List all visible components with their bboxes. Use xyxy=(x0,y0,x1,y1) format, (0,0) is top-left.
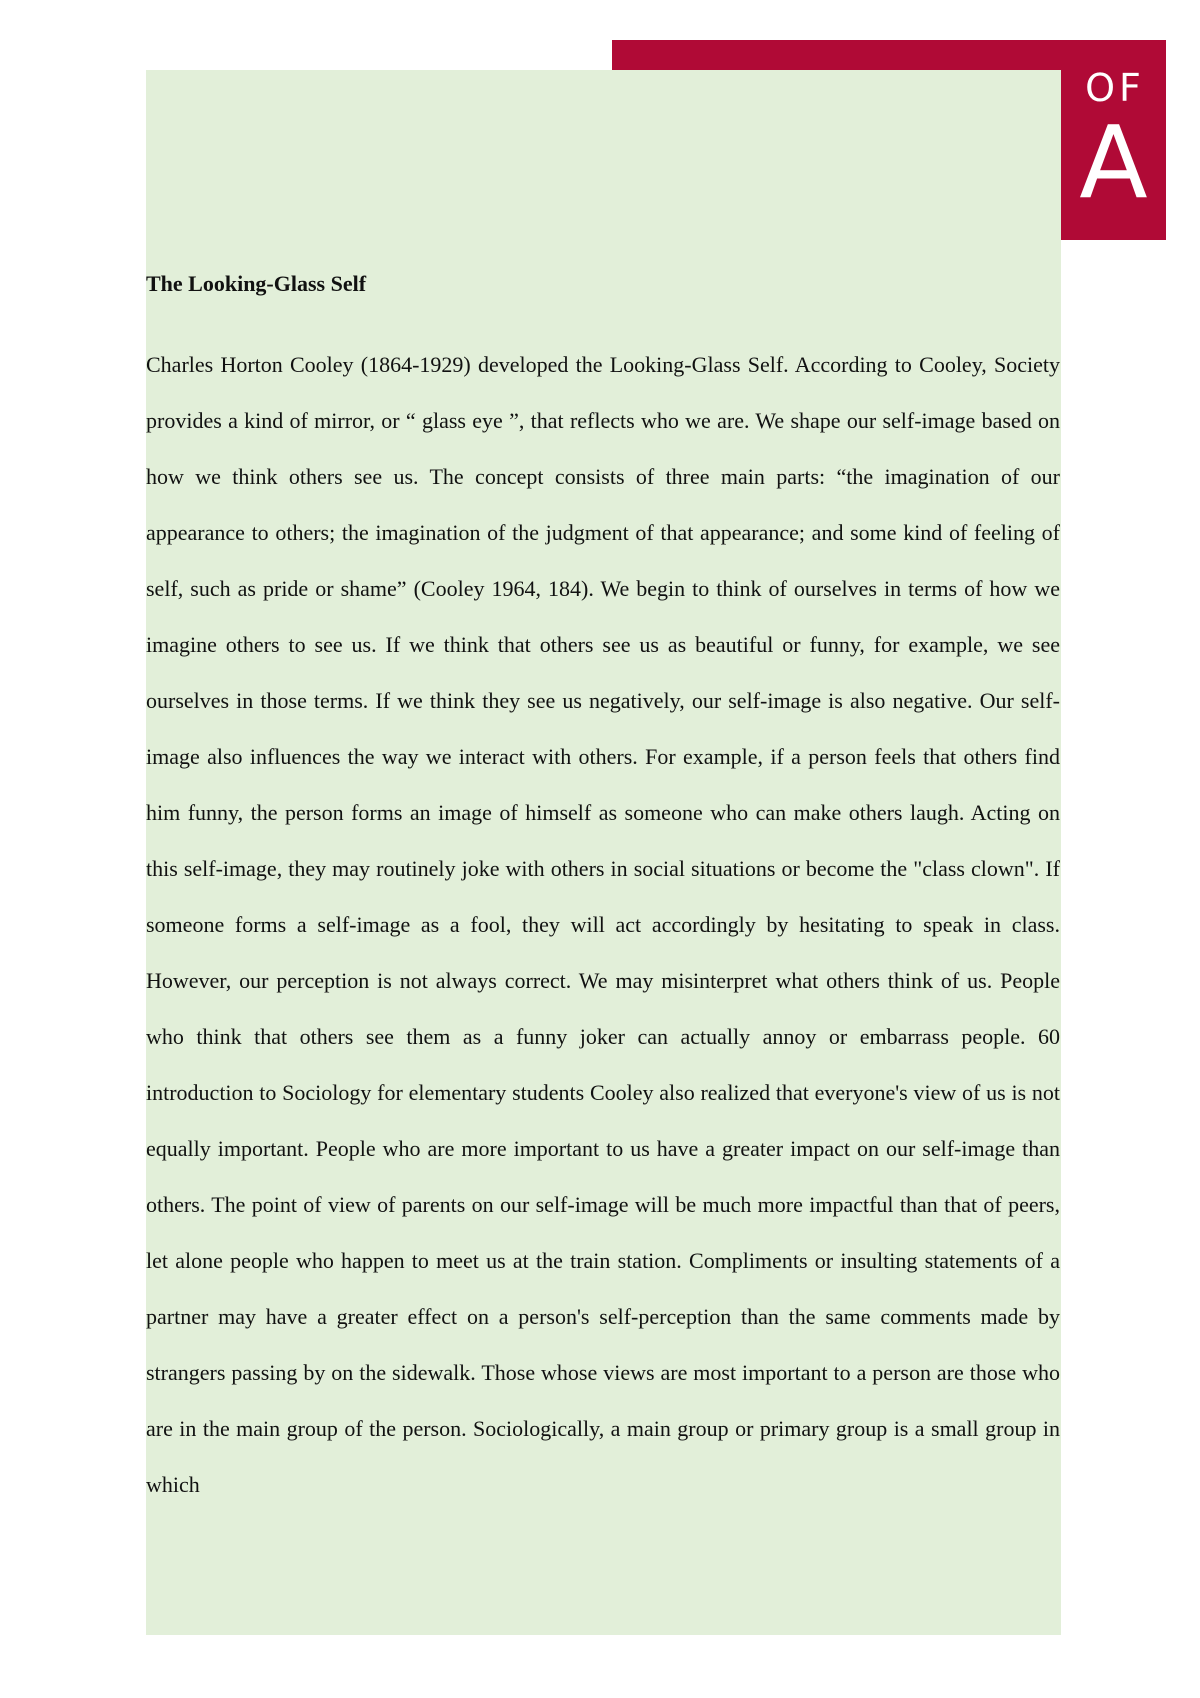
logo-text-a: A xyxy=(1079,104,1148,221)
page-title: The Looking-Glass Self xyxy=(146,271,367,296)
logo-text-of: OF xyxy=(1085,66,1145,110)
body-paragraph: Charles Horton Cooley (1864-1929) developed the Looking-Glass Self. According to Cooley, Society provides a kind of mirror, or “ glass eye ”, that reflects who we are. We shape our self-image based on how we think others see us. The concept consists of three main parts: “the imagination of our appearance to others; the imagination of the judgment of that appearance; and some kind of feeling of self, such as pride or shame” (Cooley 1964, 184). We begin to think of ourselves in terms of how we imagine others to see us. If we think that others see us as beautiful or funny, for example, we see ourselves in those terms. If we think they see us negatively, our self-image is also negative. Our self-image also influences the way we interact with others. For example, if a person feels that others find him funny, the person forms an image of himself as someone who can make others laugh. Acting on this self-image, they may routinely joke with others in social situations or become the "class clown". If someone forms a self-image as a fool, they will act accordingly by hesitating to speak in class. However, our perception is not always correct. We may misinterpret what others think of us. People who think that others see them as a funny joker can actually annoy or embarrass people. 60 introduction to Sociology for elementary students Cooley also realized that everyone's view of us is not equally important. People who are more important to us have a greater impact on our self-image than others. The point of view of parents on our self-image will be much more impactful than that of peers, let alone people who happen to meet us at the train station. Compliments or insulting statements of a partner may have a greater effect on a person's self-perception than the same comments made by strangers passing by on the sidewalk. Those whose views are most important to a person are those who are in the main group of the person. Sociologically, a main group or primary group is a small group in which xyxy=(146,352,1060,1497)
